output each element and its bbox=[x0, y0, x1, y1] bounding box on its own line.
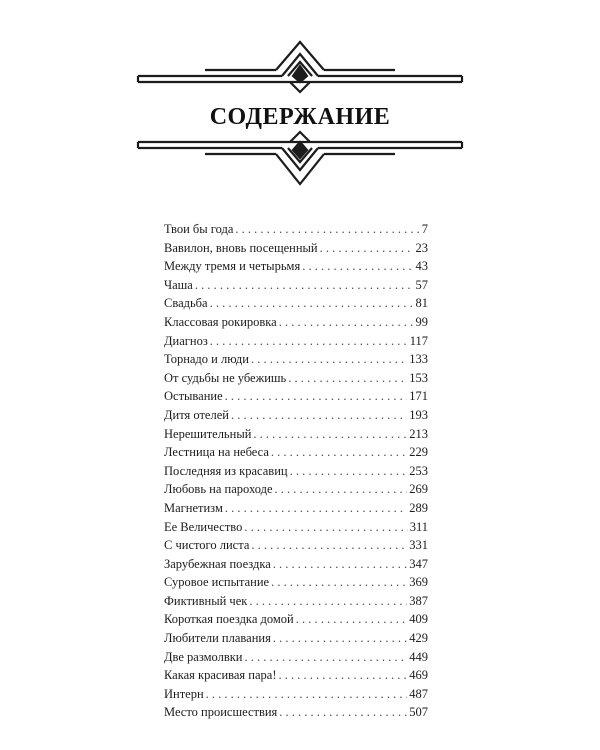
toc-entry[interactable] bbox=[164, 313, 428, 332]
dot-leader bbox=[273, 629, 407, 648]
toc-entry-page-number: 347 bbox=[409, 556, 428, 571]
toc-entry[interactable] bbox=[164, 518, 428, 537]
toc-entry[interactable] bbox=[164, 592, 428, 611]
toc-entry-title: Торнадо и люди bbox=[164, 352, 249, 367]
toc-entry-title: Ее Величество bbox=[164, 519, 243, 534]
dot-leader bbox=[195, 276, 414, 295]
dot-leader bbox=[253, 425, 407, 444]
toc-entry-title: Любители плавания bbox=[164, 631, 271, 646]
toc-entry-page-number: 449 bbox=[409, 649, 428, 664]
toc-entry-page-number: 99 bbox=[415, 314, 428, 329]
toc-entry[interactable] bbox=[164, 685, 428, 704]
toc-entry-page-number: 269 bbox=[409, 482, 428, 497]
art-deco-ornament-bottom bbox=[0, 124, 600, 204]
toc-entry-page-number: 331 bbox=[409, 538, 428, 553]
toc-entry-page-number: 229 bbox=[409, 445, 428, 460]
toc-entry[interactable] bbox=[164, 294, 428, 313]
toc-entry-page-number: 507 bbox=[409, 705, 428, 720]
dot-leader bbox=[275, 480, 408, 499]
toc-entry[interactable] bbox=[164, 239, 428, 258]
toc-entry-page-number: 469 bbox=[409, 668, 428, 683]
toc-entry[interactable] bbox=[164, 332, 428, 351]
dot-leader bbox=[279, 313, 414, 332]
toc-entry-page-number: 409 bbox=[409, 612, 428, 627]
toc-entry-title: Место происшествия bbox=[164, 705, 278, 720]
toc-entry[interactable] bbox=[164, 610, 428, 629]
toc-entry-title: Твои бы года bbox=[164, 222, 234, 236]
toc-entry-title: Две размолвки bbox=[164, 649, 243, 664]
dot-leader bbox=[249, 592, 407, 611]
dot-leader bbox=[296, 610, 408, 629]
toc-entry[interactable] bbox=[164, 499, 428, 518]
toc-entry[interactable] bbox=[164, 387, 428, 406]
toc-entry-page-number: 133 bbox=[409, 352, 428, 367]
toc-entry-title: Лестница на небеса bbox=[164, 445, 269, 460]
toc-entry-title: Зарубежная поездка bbox=[164, 556, 271, 571]
dot-leader bbox=[210, 332, 408, 351]
toc-entry-title: Короткая поездка домой bbox=[164, 612, 294, 627]
toc-entry[interactable] bbox=[164, 703, 428, 722]
page-title: СОДЕРЖАНИЕ bbox=[209, 104, 391, 130]
dot-leader bbox=[279, 666, 408, 685]
toc-entry-title: Чаша bbox=[164, 277, 193, 292]
toc-entry[interactable] bbox=[164, 648, 428, 667]
toc-entry-page-number: 253 bbox=[409, 463, 428, 478]
dot-leader bbox=[244, 518, 407, 537]
dot-leader bbox=[251, 350, 407, 369]
dot-leader bbox=[245, 648, 408, 667]
toc-entry[interactable] bbox=[164, 629, 428, 648]
dot-leader bbox=[225, 499, 407, 518]
toc-entry-title: Суровое испытание bbox=[164, 575, 270, 590]
dot-leader bbox=[271, 573, 407, 592]
toc-entry-page-number: 153 bbox=[409, 370, 428, 385]
toc-entry[interactable] bbox=[164, 536, 428, 555]
dot-leader bbox=[273, 555, 407, 574]
dot-leader bbox=[279, 703, 407, 722]
toc-entry-title: Вавилон, вновь посещенный bbox=[164, 240, 318, 255]
toc-entry[interactable] bbox=[164, 573, 428, 592]
toc-entry-page-number: 193 bbox=[409, 407, 428, 422]
toc-entry[interactable] bbox=[164, 462, 428, 481]
toc-entry-page-number: 369 bbox=[409, 575, 428, 590]
toc-entry-title: Какая красивая пара! bbox=[164, 668, 277, 683]
toc-entry[interactable] bbox=[164, 480, 428, 499]
toc-entry-page-number: 387 bbox=[409, 593, 428, 608]
dot-leader bbox=[206, 685, 408, 704]
toc-entry-title: Дитя отелей bbox=[164, 407, 229, 422]
toc-entry[interactable] bbox=[164, 555, 428, 574]
table-of-contents bbox=[164, 220, 428, 722]
dot-leader bbox=[235, 220, 419, 239]
dot-leader bbox=[290, 462, 408, 481]
toc-entry-title: Интерн bbox=[164, 686, 204, 701]
toc-entry[interactable] bbox=[164, 220, 428, 239]
dot-leader bbox=[320, 239, 414, 258]
toc-entry-page-number: 289 bbox=[409, 500, 428, 515]
toc-entry-page-number: 171 bbox=[409, 389, 428, 404]
dot-leader bbox=[210, 294, 414, 313]
toc-entry-title: С чистого листа bbox=[164, 538, 250, 553]
toc-entry-title: Фиктивный чек bbox=[164, 593, 248, 608]
toc-entry-page-number: 213 bbox=[409, 426, 428, 441]
toc-entry-title: Последняя из красавиц bbox=[164, 463, 288, 478]
dot-leader bbox=[271, 443, 407, 462]
dot-leader bbox=[288, 369, 407, 388]
toc-entry[interactable] bbox=[164, 443, 428, 462]
toc-entry-title: Между тремя и четырьмя bbox=[164, 259, 301, 274]
dot-leader bbox=[302, 257, 413, 276]
toc-entry-title: От судьбы не убежишь bbox=[164, 370, 287, 385]
toc-entry-page-number: 311 bbox=[409, 519, 428, 534]
toc-entry[interactable] bbox=[164, 369, 428, 388]
toc-entry-title: Классовая рокировка bbox=[164, 314, 277, 329]
toc-entry-title: Диагноз bbox=[164, 333, 208, 348]
toc-entry[interactable] bbox=[164, 276, 428, 295]
toc-entry-page-number: 7 bbox=[421, 222, 428, 236]
toc-entry-title: Нерешительный bbox=[164, 426, 252, 441]
toc-entry[interactable] bbox=[164, 666, 428, 685]
dot-leader bbox=[251, 536, 407, 555]
dot-leader bbox=[225, 387, 408, 406]
toc-entry-page-number: 429 bbox=[409, 631, 428, 646]
toc-entry[interactable] bbox=[164, 257, 428, 276]
toc-entry[interactable] bbox=[164, 425, 428, 444]
toc-entry-page-number: 43 bbox=[415, 259, 428, 274]
toc-entry-page-number: 487 bbox=[409, 686, 428, 701]
toc-entry[interactable] bbox=[164, 406, 428, 425]
toc-entry-title: Свадьба bbox=[164, 296, 208, 311]
toc-entry-page-number: 57 bbox=[415, 277, 428, 292]
toc-entry-page-number: 117 bbox=[409, 333, 428, 348]
dot-leader bbox=[231, 406, 407, 425]
toc-entry-title: Любовь на пароходе bbox=[164, 482, 273, 497]
toc-entry-title: Магнетизм bbox=[164, 500, 223, 515]
toc-entry-page-number: 23 bbox=[415, 240, 428, 255]
toc-entry-title: Остывание bbox=[164, 389, 223, 404]
toc-entry[interactable] bbox=[164, 350, 428, 369]
toc-entry-page-number: 81 bbox=[415, 296, 428, 311]
